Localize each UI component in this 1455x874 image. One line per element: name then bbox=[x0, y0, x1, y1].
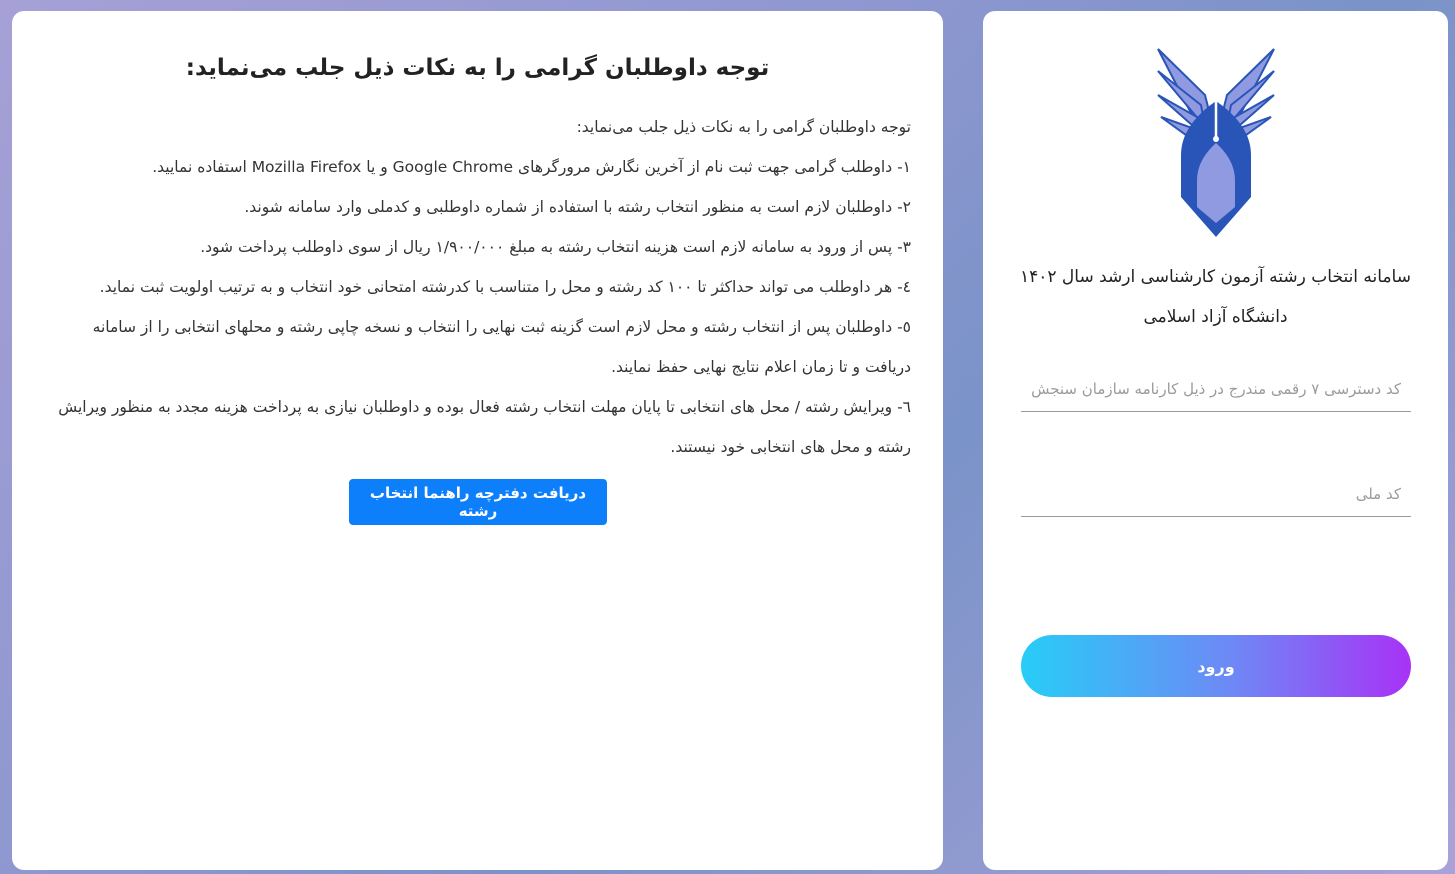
notice-line: ۳- پس از ورود به سامانه لازم است هزینه انتخاب رشته به مبلغ ۱/۹۰۰/۰۰۰ ریال از سوی داوطلب پرداخت شود. bbox=[200, 238, 911, 256]
system-title-line: سامانه انتخاب رشته آزمون کارشناسی ارشد سال ۱۴۰۲ bbox=[1020, 267, 1411, 287]
notice-line: توجه داوطلبان گرامی را به نکات ذیل جلب می‌نماید: bbox=[576, 118, 911, 136]
access-code-input[interactable] bbox=[1021, 366, 1411, 412]
notice-line: ٥- داوطلبان پس از انتخاب رشته و محل لازم است گزینه ثبت نهایی را انتخاب و نسخه چاپی رشته و محلهای انتخابی را از سامانه دریافت و تا زمان اعلام نتایج نهایی حفظ نمایند. bbox=[92, 318, 911, 376]
system-title-line: دانشگاه آزاد اسلامی bbox=[1143, 307, 1288, 327]
notice-panel bbox=[12, 11, 943, 870]
notice-line: ٦- ویرایش رشته / محل های انتخابی تا پایان مهلت انتخاب رشته فعال بوده و داوطلبان نیازی به پرداخت هزینه مجدد به منظور ویرایش رشته و محل های انتخابی خود نیستند. bbox=[58, 398, 911, 456]
notice-body bbox=[42, 107, 911, 467]
notice-title: توجه داوطلبان گرامی را به نکات ذیل جلب می‌نماید: bbox=[185, 55, 770, 81]
notice-line: ۲- داوطلبان لازم است به منظور انتخاب رشته با استفاده از شماره داوطلبی و کدملی وارد سامانه شوند. bbox=[244, 198, 911, 216]
university-logo-icon bbox=[1153, 47, 1279, 241]
login-panel bbox=[983, 11, 1448, 870]
national-code-input[interactable] bbox=[1021, 471, 1411, 517]
notice-line: ٤- هر داوطلب می تواند حداکثر تا ۱۰۰ کد رشته و محل را متناسب با کدرشته امتحانی خود انتخاب و به ترتیب اولویت ثبت نماید. bbox=[99, 278, 911, 296]
system-title bbox=[993, 257, 1438, 337]
download-guide-button[interactable]: دریافت دفترچه راهنما انتخاب رشته bbox=[349, 479, 607, 525]
notice-line: ۱- داوطلب گرامی جهت ثبت نام از آخرین نگارش مرورگرهای Google Chrome و یا Mozilla Firefox استفاده نمایید. bbox=[152, 158, 911, 176]
login-button[interactable]: ورود bbox=[1021, 635, 1411, 697]
